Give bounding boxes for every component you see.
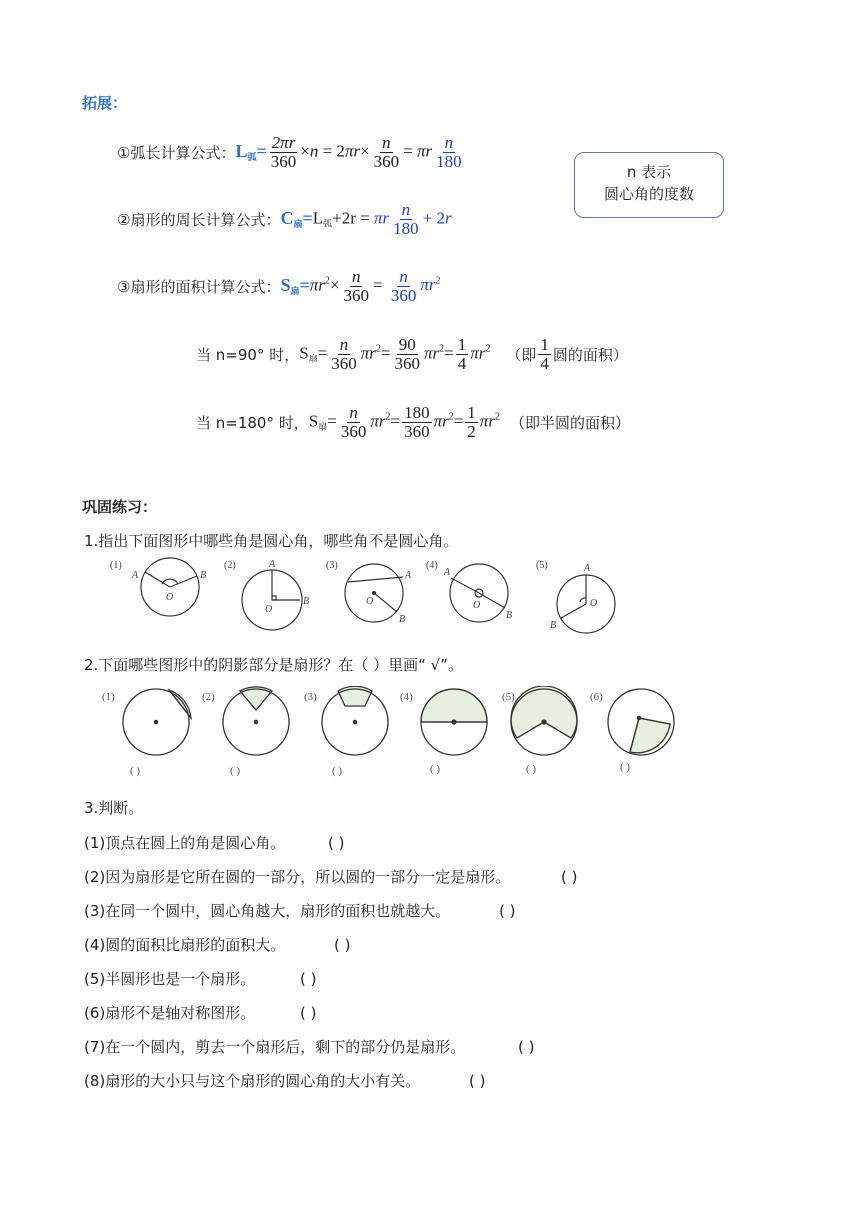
extension-title: 拓展： <box>82 94 128 112</box>
svg-text:(1): (1) <box>110 560 122 571</box>
svg-text:A: A <box>269 559 276 570</box>
formula-perimeter: ②扇形的周长计算公式： $C_扇=$ $L_弧+2r = \pi r$ $\frac{n}{180}$ + 2r <box>117 199 452 238</box>
answer-paren: ( ) <box>518 1038 535 1056</box>
judgement-6 <box>84 1002 317 1023</box>
judgement-text: (1)顶点在圆上的角是圆心角。 <box>84 834 286 852</box>
svg-text:(4): (4) <box>426 560 438 571</box>
note-line2: 圆心角的度数 <box>603 185 694 203</box>
svg-text:B: B <box>303 596 310 607</box>
judgement-4 <box>84 934 351 955</box>
case-180-note: （即半圆的面积） <box>509 413 630 432</box>
q1-circle-2 <box>224 559 309 630</box>
case-90: 当 n=90° 时， $S_扇=$ $\frac{n}{360}$ $\pi r^2=$ $\frac{90}{360}$ $\pi r^2=$ $\frac{1}{4}$ $\pi r^2$ （即 $\frac{1}{4}$ 圆的面积） <box>196 334 628 373</box>
judgement-5 <box>84 968 317 989</box>
svg-text:A: A <box>444 567 451 578</box>
q1-circle-5 <box>536 560 615 633</box>
formula-arc-length: ①弧长计算公式： $L_弧=$ $\frac{2\pi r}{360}$ ×n = 2πr× $\frac{n}{360}$ = πr $\frac{n}{180}$ <box>117 132 462 171</box>
svg-text:O: O <box>166 592 174 603</box>
judgement-text: (6)扇形不是轴对称图形。 <box>84 1004 256 1022</box>
svg-text:( ): ( ) <box>526 763 537 775</box>
q1-figures <box>104 556 624 634</box>
svg-text:(5): (5) <box>502 691 515 703</box>
svg-text:O: O <box>366 596 374 607</box>
svg-text:(5): (5) <box>536 560 548 571</box>
answer-paren: ( ) <box>499 902 516 920</box>
judgement-text: (5)半圆形也是一个扇形。 <box>84 970 256 988</box>
judgement-7 <box>84 1036 535 1057</box>
formula-area: ③扇形的面积计算公式： $S_扇=$ $\pi r^2\times$ $\frac{n}{360}$ = $\frac{n}{360}$ $\pi r^2$ <box>117 266 441 305</box>
case-90-note-end: 圆的面积） <box>552 345 628 364</box>
q1-circle-1 <box>110 558 206 616</box>
note-line1: n 表示 <box>626 163 672 181</box>
svg-text:( ): ( ) <box>332 765 343 777</box>
svg-text:A: A <box>584 563 591 574</box>
judgement-2 <box>84 866 578 887</box>
svg-text:A: A <box>405 570 412 581</box>
q2-circle-1 <box>102 689 191 777</box>
q1-circle-3 <box>326 560 412 625</box>
question-3: 3.判断。 <box>84 799 144 817</box>
svg-text:(2): (2) <box>202 691 215 703</box>
judgement-text: (2)因为扇形是它所在圆的一部分，所以圆的一部分一定是扇形。 <box>84 868 511 886</box>
case-180: 当 n=180° 时， $S_扇=$ $\frac{n}{360}$ $\pi r^2=$ $\frac{180}{360}$ $\pi r^2=$ $\frac{1}{2}$ $\pi r^2$ （即半圆的面积） <box>196 402 630 441</box>
q2-circle-4 <box>400 689 487 775</box>
note-box <box>574 152 724 218</box>
svg-text:(3): (3) <box>326 560 338 571</box>
svg-text:( ): ( ) <box>620 761 631 773</box>
formula-arc-label: ①弧长计算公式： <box>117 143 236 162</box>
judgement-8 <box>84 1070 486 1091</box>
judgement-text: (7)在一个圆内，剪去一个扇形后，剩下的部分仍是扇形。 <box>84 1038 466 1056</box>
q2-circle-5 <box>502 686 577 775</box>
svg-text:O: O <box>473 600 481 611</box>
case-90-note: （即 <box>506 345 537 364</box>
formula-area-label: ③扇形的面积计算公式： <box>117 277 281 296</box>
answer-paren: ( ) <box>328 834 345 852</box>
svg-text:( ): ( ) <box>430 763 441 775</box>
judgement-1 <box>84 832 345 853</box>
judgement-text: (4)圆的面积比扇形的面积大。 <box>84 936 286 954</box>
question-1: 1.指出下面图形中哪些角是圆心角，哪些角不是圆心角。 <box>84 532 459 550</box>
svg-text:(6): (6) <box>590 691 603 703</box>
svg-text:(2): (2) <box>224 560 236 571</box>
judgement-text: (8)扇形的大小只与这个扇形的圆心角的大小有关。 <box>84 1072 421 1090</box>
svg-text:B: B <box>506 610 513 621</box>
svg-text:O: O <box>265 604 273 615</box>
case-90-prefix: 当 n=90° 时， <box>196 345 300 364</box>
q2-figures <box>100 686 690 778</box>
answer-paren: ( ) <box>469 1072 486 1090</box>
judgement-3 <box>84 900 516 921</box>
svg-text:( ): ( ) <box>130 765 141 777</box>
q2-circle-2 <box>202 687 289 777</box>
svg-text:O: O <box>590 598 598 609</box>
q1-circle-4 <box>426 560 512 622</box>
svg-text:B: B <box>399 614 406 625</box>
answer-paren: ( ) <box>561 868 578 886</box>
formula-perimeter-label: ②扇形的周长计算公式： <box>117 210 281 229</box>
answer-paren: ( ) <box>334 936 351 954</box>
svg-text:B: B <box>550 620 557 631</box>
q2-circle-3 <box>304 686 388 777</box>
svg-text:(3): (3) <box>304 691 317 703</box>
question-2: 2.下面哪些图形中的阴影部分是扇形？在（ ）里画“ √”。 <box>84 656 463 674</box>
q2-circle-6 <box>590 689 674 773</box>
svg-text:( ): ( ) <box>230 765 241 777</box>
svg-text:A: A <box>132 570 139 581</box>
svg-text:(4): (4) <box>400 691 413 703</box>
svg-text:(1): (1) <box>102 691 115 703</box>
practice-title: 巩固练习： <box>82 498 158 516</box>
case-180-prefix: 当 n=180° 时， <box>196 413 309 432</box>
judgement-text: (3)在同一个圆中，圆心角越大，扇形的面积也就越大。 <box>84 902 451 920</box>
answer-paren: ( ) <box>300 970 317 988</box>
answer-paren: ( ) <box>300 1004 317 1022</box>
svg-text:B: B <box>200 570 207 581</box>
